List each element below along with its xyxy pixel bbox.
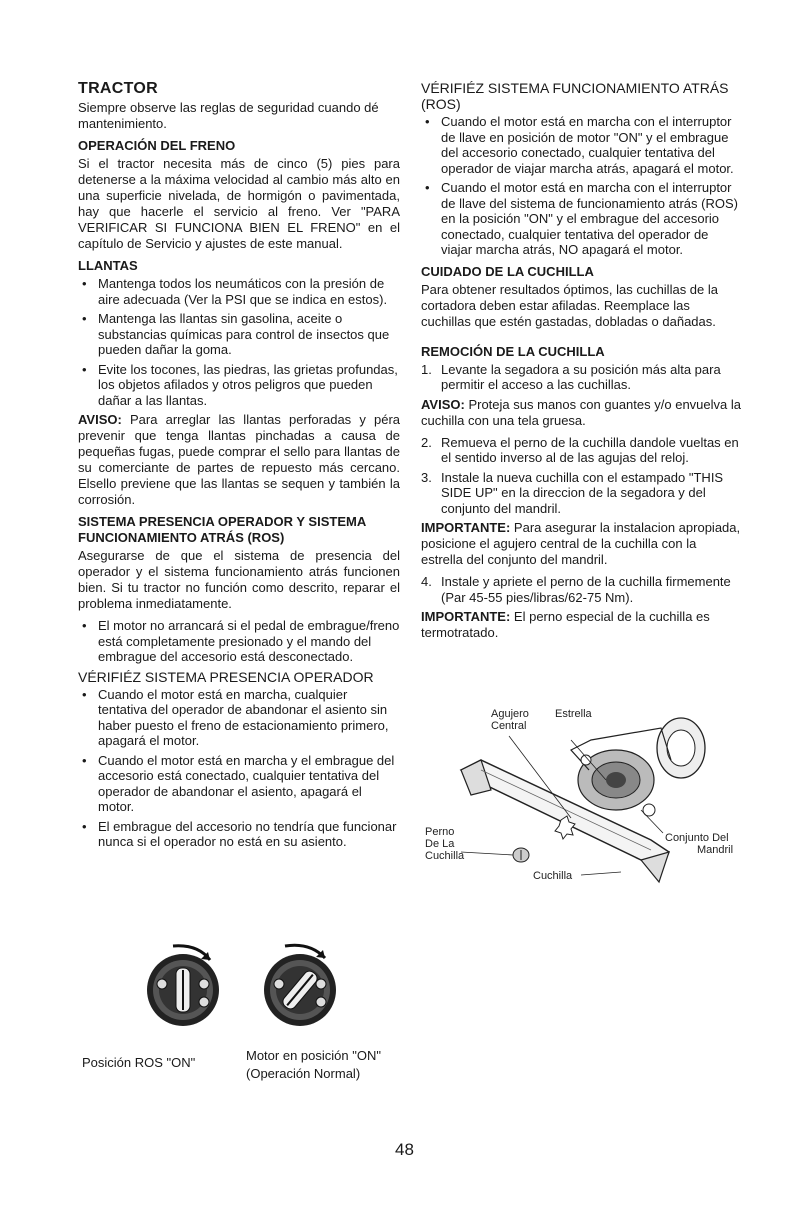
list-item: • Cuando el motor está en marcha, cualquier tentativa del operador de abandonar el asiento sin haber puesto el freno de estacionamiento primero, apagará el motor. xyxy=(78,687,400,749)
label-estrella: Estrella xyxy=(555,708,592,720)
label-cuchilla-bolt: Cuchilla xyxy=(425,850,465,862)
step-number: 3. xyxy=(421,469,432,485)
important-note-2 xyxy=(421,609,741,641)
list-item: • Cuando el motor está en marcha y el embrague del accesorio está conectado, cualquier tentativa del operador de abandonar el asiento, apagará el motor. xyxy=(78,753,400,815)
warning-label: AVISO: xyxy=(421,396,465,412)
important-text: El perno especial de la cuchilla es termotratado. xyxy=(421,609,710,640)
label-de-la: De La xyxy=(425,838,455,850)
left-column xyxy=(78,80,400,854)
label-perno: Perno xyxy=(425,826,455,838)
brake-text: Si el tractor necesita más de cinco (5) pies para detenerse a la máxima velocidad al cambio más alto en una superficie nivelada, de hormigón o pavimentada, hay que hacerle el servicio al freno. Ver "PARA VERIFICAR SI FUNCIONA BIEN EL FRENO" en el capítulo de Servicio y ajustes de este manual. xyxy=(78,156,400,251)
step-number: 4. xyxy=(421,574,432,589)
step-text: Instale la nueva cuchilla con el estampado "THIS SIDE UP" en la direccion de la segadora y del conjunto del mandril. xyxy=(441,469,724,516)
step-text: Instale y apriete el perno de la cuchilla firmemente (Par 45-55 pies/libras/62-75 Nm). xyxy=(441,574,731,605)
ros-caption: Posición ROS "ON" xyxy=(82,1055,196,1070)
key-switch-icon xyxy=(138,940,228,1030)
list-item: • Cuando el motor está en marcha con el interruptor de llave en posición de motor "ON" y el embrague del accesorio conectado, cualquier tentativa del operador de viajar marcha atrás, apagará el motor. xyxy=(421,114,741,176)
important-note-1 xyxy=(421,520,741,568)
tires-list xyxy=(78,276,400,408)
key-switch-icon xyxy=(255,940,345,1030)
step-item xyxy=(421,574,741,605)
warning-text: Para arreglar las llantas perforadas y péra prevenir que tenga llantas pinchadas a causa de pequeñas fugas, puede comprar el sello para llantas de su comerciante de partes de repuesto más cercano. Elsello previene que las llantas se sequen y también la corrosión. xyxy=(78,412,400,507)
right-column xyxy=(421,80,741,647)
operator-heading: VÉRIFIÉZ SISTEMA PRESENCIA OPERADOR xyxy=(78,668,374,685)
list-item: • El motor no arrancará si el pedal de embrague/freno está completamente presionado y el mando del embrague del accesorio está desconectado. xyxy=(78,618,400,665)
list-item: • Evite los tocones, las piedras, las grietas profundas, los objetos afilados y otros peligros que pueden dañar a las llantas. xyxy=(78,362,400,409)
section-title-tractor: TRACTOR xyxy=(78,80,159,97)
blade-care-text: Para obtener resultados óptimos, las cuchillas de la cortadora deben estar afiladas. Reemplace las cuchillas que estén gastadas, dobladas o dañadas. xyxy=(421,281,718,329)
important-label: IMPORTANTE: xyxy=(421,609,511,624)
ros-switch-figure xyxy=(138,940,228,1030)
tires-warning xyxy=(78,412,400,508)
brake-heading: OPERACIÓN DEL FRENO xyxy=(78,138,236,153)
list-item: • Mantenga todos los neumáticos con la presión de aire adecuada (Ver la PSI que se indica en estos). xyxy=(78,276,400,307)
label-conjunto: Conjunto Del xyxy=(665,832,729,844)
label-cuchilla: Cuchilla xyxy=(533,870,573,882)
motor-caption-line1: Motor en posición "ON" xyxy=(246,1048,381,1063)
step-text: Remueva el perno de la cuchilla dandole vueltas en el sentido inverso al de las agujas del reloj. xyxy=(441,434,739,465)
step-item xyxy=(421,362,741,393)
label-mandril: Mandril xyxy=(697,844,734,856)
motor-switch-figure xyxy=(255,940,345,1030)
steps-list-b xyxy=(421,435,741,517)
warning-label: AVISO: xyxy=(78,412,122,427)
blade-care-heading: CUIDADO DE LA CUCHILLA xyxy=(421,263,594,279)
steps-list-a xyxy=(421,362,741,393)
important-text: Para asegurar la instalacion apropiada, posicione el agujero central de la cuchilla con la estrella del conjunto del mandril. xyxy=(421,520,741,567)
operator-list xyxy=(78,687,400,850)
blade-warning xyxy=(421,397,741,429)
ros-list xyxy=(421,114,741,258)
step-item xyxy=(421,470,741,517)
step-number: 2. xyxy=(421,434,432,450)
step-item xyxy=(421,435,741,466)
ros-heading: VÉRIFIÉZ SISTEMA FUNCIONAMIENTO ATRÁS (ROS) xyxy=(421,80,729,112)
list-item: • Mantenga las llantas sin gasolina, aceite o substancias químicas para control de insectos que pueden dañar la goma. xyxy=(78,311,400,358)
label-central: Central xyxy=(491,720,527,732)
system-text: Asegurarse de que el sistema de presencia del operador y el sistema funcionamiento atrás funcionen bien. Si tu tractor no función como descrito, reparar el problema inmediatamente. xyxy=(78,548,400,611)
important-label: IMPORTANTE: xyxy=(421,520,511,535)
blade-assembly-illustration xyxy=(421,700,741,900)
list-item: • Cuando el motor está en marcha con el interruptor de llave del sistema de funcionamiento atrás (ROS) en la posición "ON" y el embrague del accesorio conectado, cualquier tentativa del operador de viajar marcha atrás, NO apagará el motor. xyxy=(421,180,741,258)
steps-list-c xyxy=(421,574,741,605)
system-heading: SISTEMA PRESENCIA OPERADOR Y SISTEMA FUNCIONAMIENTO ATRÁS (ROS) xyxy=(78,514,366,545)
page-number: 48 xyxy=(395,1140,414,1159)
label-agujero: Agujero xyxy=(491,708,529,720)
blade-diagram xyxy=(421,700,741,900)
motor-caption-line2: (Operación Normal) xyxy=(246,1066,361,1081)
step-text: Levante la segadora a su posición más alta para permitir el acceso a las cuchillas. xyxy=(441,361,721,392)
warning-text: Proteja sus manos con guantes y/o envuelva la cuchilla con una tela gruesa. xyxy=(421,396,741,428)
tires-heading: LLANTAS xyxy=(78,258,138,273)
system-list xyxy=(78,618,400,665)
step-number: 1. xyxy=(421,361,432,377)
intro-text: Siempre observe las reglas de seguridad cuando dé mantenimiento. xyxy=(78,100,379,131)
list-item: • El embrague del accesorio no tendría que funcionar nunca si el operador no está en su asiento. xyxy=(78,819,400,850)
blade-removal-heading: REMOCIÓN DE LA CUCHILLA xyxy=(421,343,605,359)
